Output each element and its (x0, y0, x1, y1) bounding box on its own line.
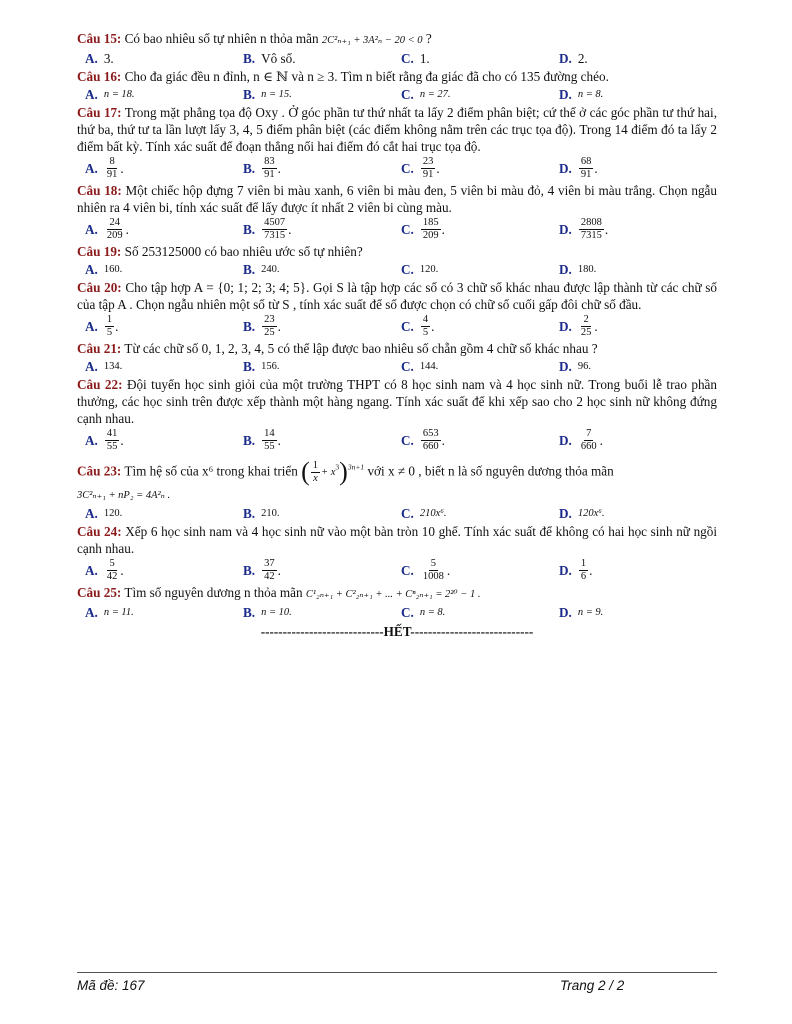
numerator: 37 (264, 557, 275, 569)
option-value: n = 18. (103, 89, 135, 100)
option-d[interactable] (551, 604, 709, 621)
option-label: B. (243, 505, 256, 521)
question-text: Đội tuyển học sinh giỏi của một trường THPT có 8 học sinh nam và 4 học sinh nữ. Trong buổi lễ trao phần thưởng, các học sinh trên được xếp thành một hàng ngang. Tính xác suất để khi xếp sao cho 2 học sinh nữ không đứng cạnh nhau. (77, 377, 718, 426)
option-d[interactable]: D. $\frac{7}{660}$ . (559, 428, 603, 452)
question-label: Câu 20: (77, 280, 122, 295)
option-label: D. (559, 433, 572, 448)
option-fraction (421, 156, 436, 181)
denominator: 7315 (580, 230, 602, 241)
exam-page (77, 30, 717, 640)
option-b[interactable]: B. $\frac{83}{91}$ . (243, 156, 281, 180)
option-value: 144. (419, 361, 439, 372)
option-label: A. (85, 562, 98, 578)
question-17 (77, 104, 717, 155)
option-value: 2. (577, 51, 588, 66)
option-b[interactable]: B. $\frac{4507}{7315}$ . (243, 217, 292, 241)
option-label: A. (85, 604, 98, 620)
option-fraction (579, 314, 594, 339)
denominator: 25 (264, 327, 275, 338)
numerator: 2808 (580, 217, 602, 228)
denominator: 209 (422, 230, 439, 241)
option-d[interactable]: D. $\frac{2808}{7315}$ . (559, 217, 609, 241)
option-label: D. (559, 262, 572, 277)
question-18 (77, 182, 717, 216)
question-label: Câu 21: (77, 341, 122, 356)
option-b[interactable] (235, 86, 393, 103)
denominator: 6 (580, 570, 587, 582)
option-a[interactable] (77, 604, 235, 621)
option-label: B. (243, 562, 256, 578)
option-value: 96. (577, 361, 591, 372)
option-a[interactable] (77, 261, 235, 278)
option-b[interactable]: B. $\frac{37}{42}$ . (243, 557, 281, 582)
question-label: Câu 23: (77, 463, 122, 479)
numerator: 68 (580, 156, 592, 167)
option-label: C. (401, 604, 414, 620)
question-text: Có bao nhiêu số tự nhiên n thỏa mãn (124, 31, 322, 46)
option-label: B. (243, 87, 256, 102)
option-label: B. (243, 319, 256, 334)
option-fraction (262, 428, 277, 453)
option-c[interactable]: C. $\frac{4}{5}$ . (401, 314, 435, 338)
option-label: B. (243, 51, 256, 66)
option-label: C. (401, 51, 414, 66)
question-label: Câu 24: (77, 523, 122, 539)
option-fraction (262, 558, 277, 583)
page-number: Trang 2 / 2 (560, 978, 625, 993)
option-value: Vô số. (261, 51, 296, 66)
question-22 (77, 376, 717, 427)
option-value: 120x⁶. (577, 507, 605, 519)
question-text: Cho đa giác đều n đỉnh, n ∈ ℕ và n ≥ 3. Tìm n biết rằng đa giác đã cho có 135 đường chéo. (124, 69, 609, 84)
option-c[interactable] (393, 505, 551, 522)
numerator: 83 (264, 156, 275, 167)
option-fraction (105, 156, 120, 181)
numerator: 8 (109, 156, 115, 167)
numerator: 2 (583, 314, 589, 325)
question-label: Câu 15: (77, 31, 122, 46)
option-label: D. (559, 505, 572, 521)
option-fraction (262, 217, 287, 242)
option-fraction (579, 428, 599, 453)
question-text: Xếp 6 học sinh nam và 4 học sinh nữ vào một bàn tròn 10 ghế. Tính xác suất để không có hai học sinh nữ ngồi cạnh nhau. (77, 523, 718, 556)
option-value: 240. (261, 264, 280, 275)
numerator: 5 (430, 557, 436, 569)
question-text: Cho tập hợp A = {0; 1; 2; 3; 4; 5}. Gọi S là tập hợp các số có 3 chữ số khác nhau được lập thành từ các chữ số của tập A . Chọn ngẫu nhiên một số từ S , tính xác suất để số được chọn có chữ số cuối gấp đôi chữ số đầu. (77, 280, 718, 312)
question-21 (77, 340, 717, 357)
option-b[interactable] (235, 604, 393, 621)
option-a[interactable]: A. $\frac{24}{209}$ . (85, 217, 129, 241)
option-value: n = 15. (261, 89, 292, 100)
option-fraction (421, 428, 441, 453)
numerator: 4507 (264, 217, 286, 228)
denominator: 91 (264, 169, 275, 180)
option-label: D. (559, 319, 572, 334)
numerator: 185 (422, 217, 439, 228)
numerator: 14 (264, 428, 275, 439)
option-b[interactable] (235, 358, 393, 375)
option-label: A. (85, 161, 98, 176)
option-fraction (105, 428, 120, 453)
question-text: Số 253125000 có bao nhiêu ước số tự nhiên? (124, 244, 363, 259)
question-23 (77, 459, 717, 504)
numerator: 23 (264, 314, 275, 325)
option-label: C. (401, 562, 414, 578)
binomial-expression: ( $\frac{1}{x}$ + $x^3)^{3n+1}$ (301, 457, 365, 487)
option-label: D. (559, 161, 572, 176)
question-label: Câu 18: (77, 183, 122, 198)
option-b[interactable] (235, 50, 393, 67)
numerator: 5 (109, 557, 115, 569)
option-a[interactable]: A. $\frac{41}{55}$ . (85, 428, 124, 452)
option-label: C. (401, 505, 414, 521)
numerator: 653 (422, 428, 439, 439)
option-label: A. (85, 222, 98, 237)
denominator: 660 (580, 441, 597, 452)
option-label: B. (243, 433, 256, 448)
option-a[interactable] (77, 50, 235, 67)
denominator: 91 (422, 169, 434, 180)
question-24 (77, 523, 717, 557)
options-22 (77, 428, 717, 453)
question-text: Từ các chữ số 0, 1, 2, 3, 4, 5 có thể lập được bao nhiêu số chẵn gồm 4 chữ số khác nhau ? (124, 341, 598, 356)
binomial-fraction: $\frac{1}{x}$ (312, 459, 319, 484)
option-label: A. (85, 433, 98, 448)
option-label: A. (85, 359, 98, 374)
options-24 (77, 558, 717, 583)
option-a[interactable]: A. $\frac{8}{91}$ . (85, 156, 124, 180)
question-label: Câu 25: (77, 584, 122, 600)
end-marker: ----------------------------HẾT---------------------------- (260, 623, 534, 639)
question-16 (77, 68, 717, 85)
options-18 (77, 217, 717, 242)
exam-code: Mã đề: 167 (77, 978, 145, 993)
question-label: Câu 22: (77, 377, 123, 392)
numerator: 1 (580, 557, 587, 569)
option-value: n = 9. (577, 606, 604, 618)
options-21 (77, 358, 717, 375)
option-fraction (421, 558, 446, 583)
option-value: 210x⁶. (419, 507, 447, 519)
option-fraction (421, 314, 430, 339)
question-math: C¹₂ₙ₊₁ + C²₂ₙ₊₁ + ... + Cⁿ₂ₙ₊₁ = 2²⁰ − 1 . (305, 588, 481, 600)
denominator: 7315 (264, 230, 286, 241)
option-value: 210. (261, 507, 280, 519)
option-value: 1. (419, 51, 430, 66)
option-value: n = 10. (261, 606, 292, 618)
option-value: 156. (261, 361, 280, 372)
option-label: C. (401, 87, 414, 102)
option-b[interactable]: B. $\frac{23}{25}$ . (243, 314, 281, 338)
denominator: 42 (106, 570, 118, 582)
denominator: 25 (580, 327, 592, 338)
option-label: B. (243, 604, 256, 620)
option-value: n = 8. (577, 89, 604, 100)
option-a[interactable] (77, 358, 235, 375)
question-label: Câu 19: (77, 244, 122, 259)
question-text-continued: với x ≠ 0 , biết n là số nguyên dương thỏa mãn (367, 463, 614, 479)
options-23 (77, 505, 717, 522)
question-25 (77, 584, 717, 603)
option-fraction (262, 156, 277, 181)
question-20 (77, 279, 717, 313)
option-c[interactable]: C. $\frac{23}{91}$ . (401, 156, 440, 180)
options-17 (77, 156, 717, 181)
option-value: 3. (103, 51, 114, 66)
option-c[interactable] (393, 358, 551, 375)
option-a[interactable] (77, 505, 235, 522)
option-d[interactable] (551, 261, 709, 278)
option-label: C. (401, 433, 414, 448)
options-20 (77, 314, 717, 339)
option-label: D. (559, 222, 572, 237)
question-condition: 3C²ₙ₊₁ + nP₂ = 4A²ₙ . (77, 489, 171, 501)
option-fraction (579, 217, 604, 242)
option-value: n = 11. (103, 606, 134, 618)
denominator: 660 (422, 441, 439, 452)
option-b[interactable]: B. $\frac{14}{55}$ . (243, 428, 281, 452)
option-fraction (579, 558, 588, 583)
denominator: 91 (106, 169, 118, 180)
numerator: 41 (106, 428, 118, 439)
denominator: 5 (106, 327, 113, 338)
option-fraction (105, 217, 125, 242)
denominator: 55 (264, 441, 275, 452)
question-tail: ? (422, 31, 432, 46)
option-label: D. (559, 51, 572, 66)
option-label: A. (85, 262, 98, 277)
options-19 (77, 261, 717, 278)
option-b[interactable] (235, 261, 393, 278)
option-d[interactable] (551, 358, 709, 375)
question-label: Câu 16: (77, 69, 122, 84)
option-fraction (105, 558, 120, 583)
option-value: 120. (103, 507, 123, 519)
option-label: B. (243, 262, 256, 277)
numerator: 1 (106, 314, 113, 325)
option-d[interactable]: D. $\frac{1}{6}$ . (559, 557, 593, 582)
option-c[interactable] (393, 604, 551, 621)
denominator: 42 (264, 570, 275, 582)
option-label: C. (401, 161, 414, 176)
option-value: 180. (577, 264, 597, 275)
numerator: 7 (586, 428, 592, 439)
question-19 (77, 243, 717, 260)
denominator: 1008 (422, 570, 444, 582)
option-fraction (421, 217, 441, 242)
option-fraction (262, 314, 277, 339)
question-label: Câu 17: (77, 105, 122, 120)
options-15 (77, 50, 717, 67)
option-label: B. (243, 222, 256, 237)
option-d[interactable] (551, 505, 709, 522)
question-text: Trong mặt phẳng tọa độ Oxy . Ở góc phần tư thứ nhất ta lấy 2 điểm phân biệt; cứ thế ở các góc phần tư thứ hai, thứ ba, thứ tư ta lần lượt lấy 3, 4, 5 điểm phân biệt (các điểm không nằm trên các trục tọa độ). Trong 14 điểm đó ta lấy 2 điểm bất kỳ. Tính xác suất để đoạn thẳng nối hai điểm đó cắt hai trục tọa độ. (77, 105, 717, 154)
option-c[interactable] (393, 261, 551, 278)
option-label: C. (401, 359, 414, 374)
option-fraction (579, 156, 594, 181)
question-text: Tìm số nguyên dương n thỏa mãn (124, 584, 306, 600)
denominator: 5 (422, 327, 429, 338)
question-text: Một chiếc hộp đựng 7 viên bi màu xanh, 6 viên bi màu đen, 5 viên bi màu đỏ, 4 viên bi màu trắng. Chọn ngẫu nhiên ra 4 viên bi, tính xác suất để lấy được ít nhất 2 viên bi cùng màu. (77, 183, 718, 215)
option-label: D. (559, 562, 572, 578)
option-label: C. (401, 262, 414, 277)
option-value: 160. (103, 264, 123, 275)
option-value: 120. (419, 264, 439, 275)
option-label: A. (85, 319, 98, 334)
option-label: A. (85, 51, 98, 66)
numerator: 4 (422, 314, 429, 325)
option-value: n = 8. (419, 606, 446, 618)
numerator: 23 (422, 156, 434, 167)
option-label: C. (401, 222, 414, 237)
option-d[interactable]: D. $\frac{2}{25}$ . (559, 314, 598, 338)
option-label: D. (559, 359, 572, 374)
option-value: n = 27. (419, 89, 451, 100)
option-d[interactable] (551, 86, 709, 103)
option-c[interactable]: C. $\frac{653}{660}$ . (401, 428, 445, 452)
denominator: 91 (580, 169, 592, 180)
option-c[interactable] (393, 86, 551, 103)
question-text: Tìm hệ số của x⁶ trong khai triển (124, 463, 298, 479)
option-d[interactable] (551, 50, 709, 67)
option-label: B. (243, 161, 256, 176)
option-label: C. (401, 319, 414, 334)
denominator: 55 (106, 441, 118, 452)
option-c[interactable]: C. $\frac{5}{1008}$ . (401, 557, 451, 582)
option-label: D. (559, 604, 572, 620)
option-label: D. (559, 87, 572, 102)
option-fraction (105, 314, 114, 339)
option-label: A. (85, 505, 98, 521)
option-a[interactable]: A. $\frac{5}{42}$ . (85, 557, 124, 582)
option-c[interactable]: C. $\frac{185}{209}$ . (401, 217, 445, 241)
option-a[interactable] (77, 86, 235, 103)
denominator: 209 (106, 230, 123, 241)
numerator: 24 (109, 217, 120, 228)
options-16 (77, 86, 717, 103)
option-b[interactable] (235, 505, 393, 522)
footer-divider (77, 972, 717, 973)
question-math: 2C²ₙ₊₁ + 3A²ₙ − 20 < 0 (321, 35, 423, 46)
options-25 (77, 604, 717, 621)
option-c[interactable] (393, 50, 551, 67)
option-d[interactable]: D. $\frac{68}{91}$ . (559, 156, 598, 180)
option-a[interactable]: A. $\frac{1}{5}$ . (85, 314, 119, 338)
option-value: 134. (103, 361, 123, 372)
question-15 (77, 30, 717, 49)
option-label: A. (85, 87, 98, 102)
option-label: B. (243, 359, 256, 374)
